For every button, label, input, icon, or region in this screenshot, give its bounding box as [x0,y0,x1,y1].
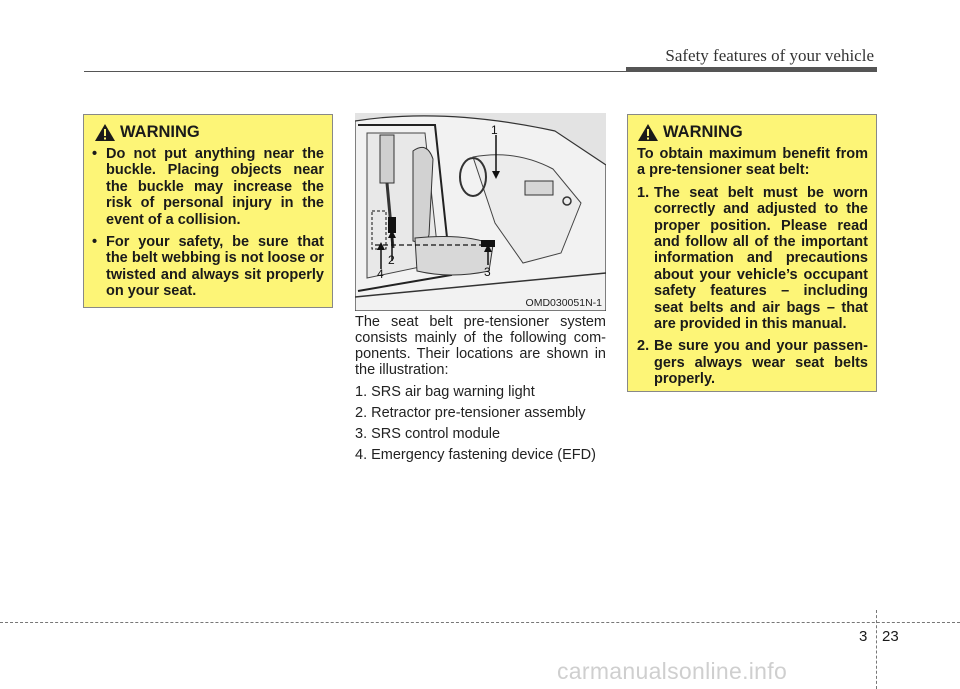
warning-header [637,123,868,142]
car-interior-drawing [355,113,606,311]
chapter-number: 3 [859,628,868,645]
warning-bullet: • For your safety, be sure that the belt webbing is not loose or twisted and always sit properly on your seat. [92,234,324,300]
pretensioner-illustration [355,113,606,311]
section-title: Safety features of your vehicle [665,46,874,65]
body-paragraph: The seat belt pre-tensioner system consists mainly of the following com-ponents. Their locations are shown in the illustration: [355,314,606,378]
footer-rule [0,622,960,623]
figure-code: OMD030051N-1 [525,297,602,309]
warning-box-right [627,114,877,392]
watermark-link[interactable]: carmanualsonline.info [557,658,788,684]
page-number: 23 [882,628,899,645]
page-separator [876,610,877,689]
warning-header [94,123,324,142]
warning-box-left [83,114,333,308]
component-item: 4. Emergency fastening device (EFD) [355,447,596,463]
callout-label: 3 [484,265,491,279]
component-item: 1. SRS air bag warning light [355,384,535,400]
body-text [355,314,606,468]
header-rule-accent [626,67,877,72]
warning-numbered-item: 2. Be sure you and your passen-gers always wear seat belts properly. [637,338,868,388]
component-item: 2. Retractor pre-tensioner assembly [355,405,586,421]
warning-triangle-icon [637,123,659,142]
warning-triangle-icon [94,123,116,142]
warning-numbered-item: 1. The seat belt must be worn correctly and adjusted to the proper position. Please read and follow all of the important information and precautions about your vehicle’s occupant safety features – including seat belts and air bags – that are provided in this manual. [637,184,868,333]
warning-title: WARNING [120,123,200,142]
warning-title: WARNING [663,123,743,142]
component-item: 3. SRS control module [355,426,501,442]
callout-label: 1 [491,123,498,137]
callout-label: 2 [388,253,395,267]
warning-bullet: • Do not put anything near the buckle. Placing objects near the buckle may increase the risk of personal injury in the event of a collision. [92,146,324,228]
warning-intro: To obtain maximum benefit from a pre-tensioner seat belt: [637,146,868,179]
callout-label: 4 [377,267,384,281]
